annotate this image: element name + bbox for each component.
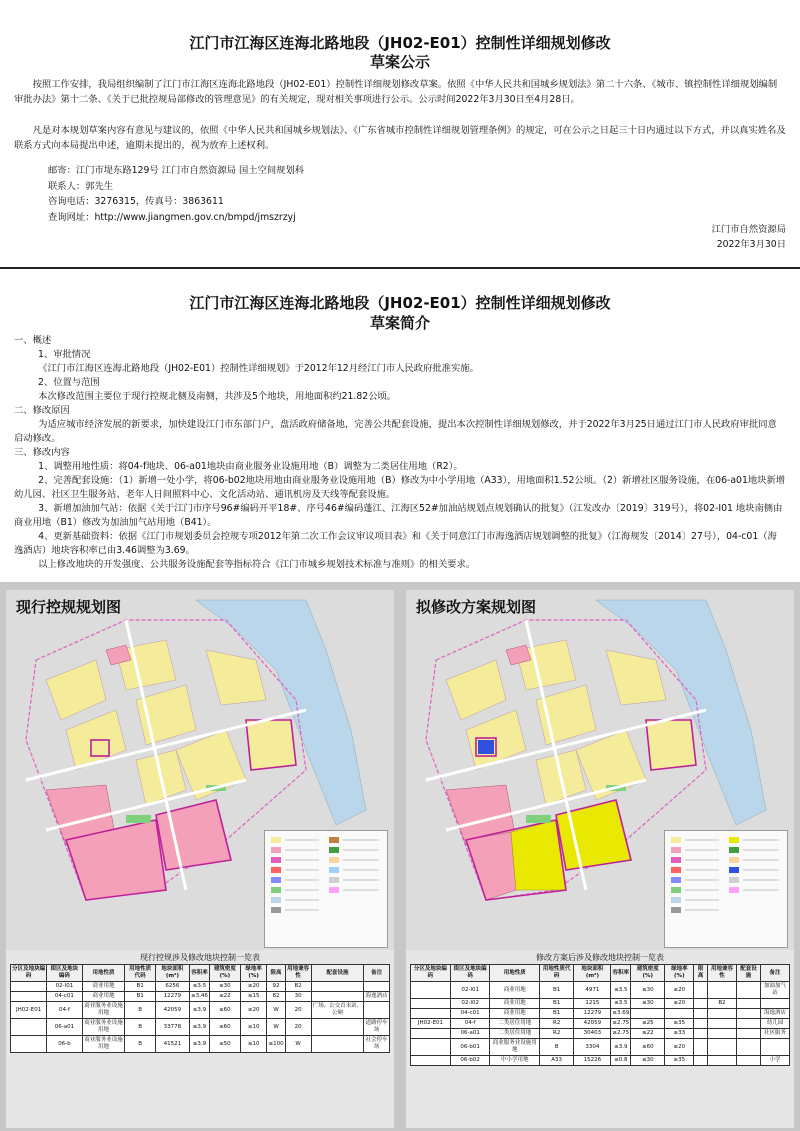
table-cell: ≤30 xyxy=(631,982,665,999)
table-cell: 商业服务业设施用地 xyxy=(82,1019,125,1036)
table-cell: B xyxy=(539,1039,573,1056)
table-header-cell: 备注 xyxy=(760,965,789,982)
table-header-cell: 分区及地块编码 xyxy=(411,965,451,982)
table-cell: 6256 xyxy=(155,982,189,992)
table-header-cell: 用地兼容性 xyxy=(707,965,736,982)
section-content: 三、修改内容 xyxy=(14,447,70,458)
table-cell: 幼儿园 xyxy=(760,1019,789,1029)
table-cell: ≤3.9 xyxy=(611,1039,631,1056)
table-cell: B xyxy=(125,1036,155,1053)
table-cell: ≥10 xyxy=(240,1036,267,1053)
table-header-cell: 绿地率(%) xyxy=(240,965,267,982)
table-cell xyxy=(364,982,390,992)
approval-text: 《江门市江海区连海北路地段（JH02-E01）控制性详细规划》于2012年12月经江门市人民政府批准实施。 xyxy=(38,363,479,374)
table-row xyxy=(11,992,390,1002)
current-plan-title: 现行控规规划图 xyxy=(16,598,122,616)
notice-paragraph-1: 按照工作安排，我局组织编制了江门市江海区连海北路地段（JH02-E01）控制性详细规划修改草案。依照《中华人民共和国城乡规划法》第二十六条、《城市、镇控制性详细规划编制审批办法》第十二条、《关于已批控规局部修改的管理意见》的有关规定，现对相关事项进行公示。公示时间2022年3月30日至4月28日。 xyxy=(14,79,778,105)
contact-website[interactable]: 查询网址：http://www.jiangmen.gov.cn/bmpd/jmszrzyj xyxy=(48,211,296,223)
table-cell: 海逸酒店 xyxy=(364,992,390,1002)
table-header-cell: 地块面积(m²) xyxy=(574,965,611,982)
table-cell xyxy=(694,1056,708,1066)
table-cell: 商业服务业设施用地 xyxy=(82,1002,125,1019)
table-cell: 82 xyxy=(267,992,285,1002)
table-cell: ≥35 xyxy=(665,1056,694,1066)
table-cell: ≤3.5 xyxy=(190,982,210,992)
table-cell xyxy=(411,1009,451,1019)
table-cell: ≤30 xyxy=(209,982,240,992)
table-cell: ≤2.75 xyxy=(611,1029,631,1039)
table-cell xyxy=(737,1019,761,1029)
table-cell: 04-f xyxy=(450,1019,490,1029)
table-cell xyxy=(694,1039,708,1056)
table-cell: 广场、公交首末站、公厕 xyxy=(311,1002,364,1019)
table-cell: ≤3.46 xyxy=(190,992,210,1002)
notice-date: 2022年3月30日 xyxy=(716,239,786,250)
table-cell: 20 xyxy=(285,1002,311,1019)
table-cell: 商业用地 xyxy=(490,1009,539,1019)
revised-plan-legend xyxy=(664,830,788,948)
table-cell xyxy=(737,1029,761,1039)
table-cell xyxy=(364,1002,390,1019)
table-cell: W xyxy=(267,1019,285,1036)
table-cell: JH02-E01 xyxy=(11,1002,47,1019)
table-header-cell: 绿地率(%) xyxy=(665,965,694,982)
table-cell: B2 xyxy=(707,999,736,1009)
table-cell: W xyxy=(285,1036,311,1053)
table-cell: ≤60 xyxy=(209,1002,240,1019)
table-cell: ≤3.9 xyxy=(190,1036,210,1053)
table-cell: 商业用地 xyxy=(82,982,125,992)
table-cell: ≤22 xyxy=(209,992,240,1002)
current-table-title: 现行控规涉及修改地块控制一览表 xyxy=(140,953,260,962)
table-cell xyxy=(707,1009,736,1019)
table-cell: 02-I01 xyxy=(450,982,490,999)
table-cell xyxy=(707,1039,736,1056)
contact-info xyxy=(48,163,304,225)
current-plan-table xyxy=(10,964,390,1053)
table-cell: 4971 xyxy=(574,982,611,999)
table-cell: ≥20 xyxy=(240,982,267,992)
table-row xyxy=(411,999,790,1009)
revised-plan-panel xyxy=(406,590,794,1128)
table-cell: 42059 xyxy=(574,1019,611,1029)
table-cell: ≤100 xyxy=(267,1036,285,1053)
table-cell: 20 xyxy=(285,1019,311,1036)
table-header-cell: 用地性质代码 xyxy=(539,965,573,982)
table-cell: ≤3.9 xyxy=(190,1019,210,1036)
section-divider xyxy=(0,267,800,269)
content-item-4: 4、更新基础资料：依据《江门市规划委员会控规专项2012年第二次工作会议审议项目表》和《关于同意江门市海逸酒店规划调整的批复》（江海规发〔2014〕27号），04-c01（海逸酒店）地块容积率已由3.46调整为3.69。 xyxy=(14,531,777,556)
table-row xyxy=(411,1019,790,1029)
table-cell: W xyxy=(267,1002,285,1019)
table-cell: ≥15 xyxy=(240,992,267,1002)
reason-text: 为适应城市经济发展的新要求，加快建设江门市东部门户，盘活政府储备地，完善公共配套设施，提出本次控制性详细规划修改，并于2022年3月25日通过江门市人民政府审批同意启动修改。 xyxy=(14,419,777,444)
table-cell: 06-a01 xyxy=(450,1029,490,1039)
table-cell: 道路停车场 xyxy=(364,1019,390,1036)
contact-person: 联系人：郭先生 xyxy=(48,180,114,192)
table-cell: ≥33 xyxy=(665,1029,694,1039)
table-cell: B2 xyxy=(285,982,311,992)
table-cell: ≥35 xyxy=(665,1019,694,1029)
table-header-row xyxy=(11,965,390,982)
table-cell xyxy=(737,982,761,999)
table-cell: 92 xyxy=(267,982,285,992)
table-cell: 商业服务业设施用地 xyxy=(490,1039,539,1056)
table-cell xyxy=(694,1019,708,1029)
table-cell: ≤0.8 xyxy=(611,1056,631,1066)
notice-signature xyxy=(712,222,786,252)
table-cell: R2 xyxy=(539,1019,573,1029)
section-overview: 一、概述 xyxy=(14,335,52,346)
table-cell: B xyxy=(125,1002,155,1019)
table-row xyxy=(411,982,790,999)
table-cell: 海逸酒店 xyxy=(760,1009,789,1019)
table-cell xyxy=(665,1009,694,1019)
section-reason: 二、修改原因 xyxy=(14,405,70,416)
table-header-cell: 建筑密度(%) xyxy=(209,965,240,982)
table-row xyxy=(11,1036,390,1053)
table-cell: 3304 xyxy=(574,1039,611,1056)
table-cell: 商业用地 xyxy=(82,992,125,1002)
table-cell xyxy=(411,1056,451,1066)
table-cell xyxy=(737,999,761,1009)
current-plan-legend xyxy=(264,830,388,948)
table-cell xyxy=(411,999,451,1009)
table-cell: 商业服务业设施用地 xyxy=(82,1036,125,1053)
table-cell: 商业用地 xyxy=(490,982,539,999)
table-cell: 06-b02 xyxy=(450,1056,490,1066)
notice-paragraph-2: 凡是对本规划草案内容有意见与建议的，依照《中华人民共和国城乡规划法》、《广东省城市控制性详细规划管理条例》的规定，可在公示之日起三十日内通过以下方式，并以真实姓名及联系方式向本局提出申述，逾期未提出的，视为放弃上述权利。 xyxy=(14,125,786,151)
table-cell xyxy=(707,1056,736,1066)
table-cell: B1 xyxy=(539,999,573,1009)
table-header-cell: 限高 xyxy=(267,965,285,982)
table-row xyxy=(11,982,390,992)
contact-mail: 邮寄：江门市堤东路129号 江门市自然资源局 国土空间规划科 xyxy=(48,165,305,176)
table-cell: 02-I02 xyxy=(450,999,490,1009)
table-cell xyxy=(694,1009,708,1019)
table-cell: 04-c01 xyxy=(450,1009,490,1019)
table-cell: JH02-E01 xyxy=(411,1019,451,1029)
table-cell: ≤2.75 xyxy=(611,1019,631,1029)
table-cell: 30403 xyxy=(574,1029,611,1039)
table-cell xyxy=(707,982,736,999)
table-cell: 12279 xyxy=(155,992,189,1002)
table-cell: 中小学用地 xyxy=(490,1056,539,1066)
notice-subtitle: 草案公示 xyxy=(369,53,430,71)
table-header-cell: 建筑密度(%) xyxy=(631,965,665,982)
table-header-cell: 用地兼容性 xyxy=(285,965,311,982)
table-cell xyxy=(694,999,708,1009)
table-header-cell: 用地性质 xyxy=(82,965,125,982)
table-cell: 社会停车场 xyxy=(364,1036,390,1053)
table-row xyxy=(411,1056,790,1066)
table-cell xyxy=(11,992,47,1002)
table-cell: 04-f xyxy=(47,1002,82,1019)
table-cell: 加油加气站 xyxy=(760,982,789,999)
table-cell: 1215 xyxy=(574,999,611,1009)
table-cell: 30 xyxy=(285,992,311,1002)
revised-plan-title: 拟修改方案规划图 xyxy=(416,598,537,616)
table-cell: ≥20 xyxy=(665,982,694,999)
table-cell xyxy=(760,1039,789,1056)
table-cell: 12279 xyxy=(574,1009,611,1019)
table-cell: B xyxy=(125,1019,155,1036)
table-cell: R2 xyxy=(539,1029,573,1039)
summary-title: 江门市江海区连海北路地段（JH02-E01）控制性详细规划修改 xyxy=(189,294,611,312)
revised-table-title: 修改方案后涉及修改地块控制一览表 xyxy=(536,953,664,962)
table-row xyxy=(411,1009,790,1019)
table-cell: 商业用地 xyxy=(490,999,539,1009)
content-item-3: 3、新增加油加气站：依据《关于江门市序号96#编码开平18#、序号46#编码蓬江、江海区52#加油站规划点规划确认的批复》（江发改办〔2019〕319号），将02-I01 地块南侧由商业用地（B1）修改为加油加气站用地（B41）。 xyxy=(14,503,783,528)
content-conclusion: 以上修改地块的开发强度、公共服务设施配套等指标符合《江门市城乡规划技术标准与准则》的相关要求。 xyxy=(38,559,476,570)
revised-plan-table xyxy=(410,964,790,1066)
table-cell: 04-c01 xyxy=(47,992,82,1002)
table-cell: ≤3.5 xyxy=(611,999,631,1009)
table-header-cell: 备注 xyxy=(364,965,390,982)
table-cell: ≤3.69 xyxy=(611,1009,631,1019)
table-header-cell: 容积率 xyxy=(190,965,210,982)
summary-subtitle: 草案简介 xyxy=(369,314,430,332)
table-cell xyxy=(411,982,451,999)
table-header-cell: 街区及地块编码 xyxy=(47,965,82,982)
table-cell xyxy=(11,1019,47,1036)
table-cell: 06-b xyxy=(47,1036,82,1053)
table-cell: 02-I01 xyxy=(47,982,82,992)
approval-heading: 1、审批情况 xyxy=(38,349,91,360)
table-cell: 15226 xyxy=(574,1056,611,1066)
table-cell xyxy=(11,1036,47,1053)
table-cell xyxy=(760,999,789,1009)
table-cell: 06-a01 xyxy=(47,1019,82,1036)
table-header-cell: 限高 xyxy=(694,965,708,982)
notice-title: 江门市江海区连海北路地段（JH02-E01）控制性详细规划修改 xyxy=(189,34,611,52)
table-row xyxy=(411,1029,790,1039)
table-header-cell: 地块面积(m²) xyxy=(155,965,189,982)
table-cell: ≤3.5 xyxy=(611,982,631,999)
table-row xyxy=(411,1039,790,1056)
table-cell xyxy=(411,1039,451,1056)
table-cell: ≤50 xyxy=(209,1036,240,1053)
table-header-row xyxy=(411,965,790,982)
table-cell: A33 xyxy=(539,1056,573,1066)
location-heading: 2、位置与范围 xyxy=(38,377,100,388)
table-cell: B1 xyxy=(539,982,573,999)
table-cell: ≤25 xyxy=(631,1019,665,1029)
table-cell: 社区服务 xyxy=(760,1029,789,1039)
table-cell xyxy=(311,1019,364,1036)
table-cell: 二类居住用地 xyxy=(490,1029,539,1039)
table-cell: 06-b01 xyxy=(450,1039,490,1056)
table-cell xyxy=(11,982,47,992)
notice-org: 江门市自然资源局 xyxy=(711,224,786,235)
table-cell: ≥20 xyxy=(665,999,694,1009)
table-cell xyxy=(737,1056,761,1066)
table-row xyxy=(11,1019,390,1036)
table-cell xyxy=(737,1009,761,1019)
table-cell: ≤60 xyxy=(631,1039,665,1056)
table-cell: 42059 xyxy=(155,1002,189,1019)
contact-phone: 咨询电话：3276315，传真号：3863611 xyxy=(48,196,224,207)
table-header-cell: 分区及地块编码 xyxy=(11,965,47,982)
table-cell: 二类居住用地 xyxy=(490,1019,539,1029)
table-header-cell: 街区及地块编码 xyxy=(450,965,490,982)
table-cell xyxy=(311,992,364,1002)
table-cell xyxy=(411,1029,451,1039)
table-cell xyxy=(694,982,708,999)
table-cell: ≥20 xyxy=(240,1002,267,1019)
table-header-cell: 用地性质代码 xyxy=(125,965,155,982)
table-cell xyxy=(737,1039,761,1056)
table-cell: ≤30 xyxy=(631,999,665,1009)
public-notice xyxy=(0,0,800,262)
table-cell xyxy=(311,982,364,992)
table-cell xyxy=(694,1029,708,1039)
table-cell: B1 xyxy=(539,1009,573,1019)
table-cell: 33778 xyxy=(155,1019,189,1036)
table-cell: ≥10 xyxy=(240,1019,267,1036)
table-cell: ≤3.9 xyxy=(190,1002,210,1019)
table-header-cell: 配套设施 xyxy=(737,965,761,982)
table-cell xyxy=(707,1029,736,1039)
location-text: 本次修改范围主要位于现行控规北侧及南侧，共涉及5个地块，用地面积约21.82公顷。 xyxy=(38,391,397,402)
current-plan-panel xyxy=(6,590,394,1128)
table-cell xyxy=(311,1036,364,1053)
table-header-cell: 容积率 xyxy=(611,965,631,982)
table-header-cell: 配套设施 xyxy=(311,965,364,982)
table-cell xyxy=(631,1009,665,1019)
content-item-2: 2、完善配套设施：（1）新增一处小学，将06-b02地块用地由商业服务业设施用地（B）修改为中小学用地（A33），用地面积1.52公顷。（2）新增社区服务设施，在06-a01地块新增幼儿园、社区卫生服务站、老年人日间照料中心、文化活动站、通讯机房及天线等配套设施。 xyxy=(14,475,786,500)
table-cell: ≥20 xyxy=(665,1039,694,1056)
plan-maps-area xyxy=(0,582,800,1131)
table-cell: ≤22 xyxy=(631,1029,665,1039)
table-cell: 41521 xyxy=(155,1036,189,1053)
table-cell: B1 xyxy=(125,982,155,992)
table-cell: ≤30 xyxy=(631,1056,665,1066)
table-header-cell: 用地性质 xyxy=(490,965,539,982)
table-cell: ≤60 xyxy=(209,1019,240,1036)
table-cell xyxy=(707,1019,736,1029)
table-row xyxy=(11,1002,390,1019)
content-item-1: 1、调整用地性质：将04-f地块、06-a01地块由商业服务业设施用地（B）调整为二类居住用地（R2）。 xyxy=(38,461,463,472)
table-cell: 小学 xyxy=(760,1056,789,1066)
table-cell: B1 xyxy=(125,992,155,1002)
